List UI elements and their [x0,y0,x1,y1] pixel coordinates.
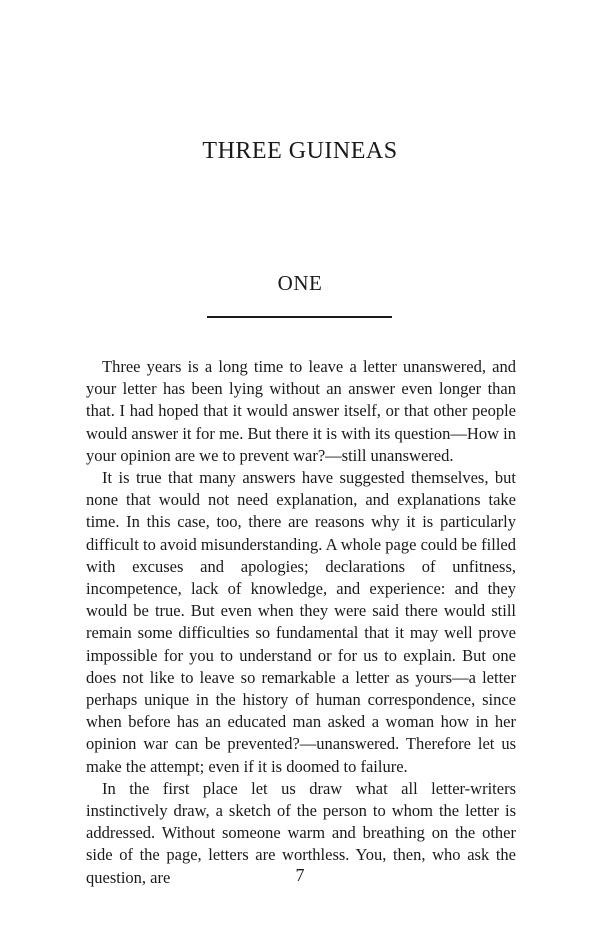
body-text [86,356,516,889]
paragraph: It is true that many answers have suggested themselves, but none that would not need explanation, and explanations take time. In this case, too, there are reasons why it is particularly difficult to avoid misunderstanding. A whole page could be filled with excuses and apologies; declarations of unfitness, incompetence, lack of knowledge, and experience: and they would be true. But even when they were said there would still remain some difficulties so fundamental that it may well prove impossible for you to understand or for us to explain. But one does not like to leave so remarkable a letter as yours—a letter perhaps unique in the history of human correspondence, since when before has an educated man asked a woman how in her opinion war can be prevented?—unanswered. Therefore let us make the attempt; even if it is doomed to failure. [86,468,516,776]
paragraph: Three years is a long time to leave a letter unanswered, and your letter has been lying without an answer even longer than that. I had hoped that it would answer itself, or that other people would answer it for me. But there it is with its question—How in your opinion are we to prevent war?—still unanswered. [86,357,516,465]
chapter-heading: ONE [277,271,323,295]
chapter-divider [207,316,392,318]
book-title: THREE GUINEAS [202,138,398,164]
page-number: 7 [295,865,305,885]
paragraph: In the first place let us draw what all letter-writers instinctively draw, a sketch of the person to whom the letter is addressed. Without someone warm and breathing on the other side of the page, letters are worthless. You, then, who ask the question, are [86,778,516,887]
